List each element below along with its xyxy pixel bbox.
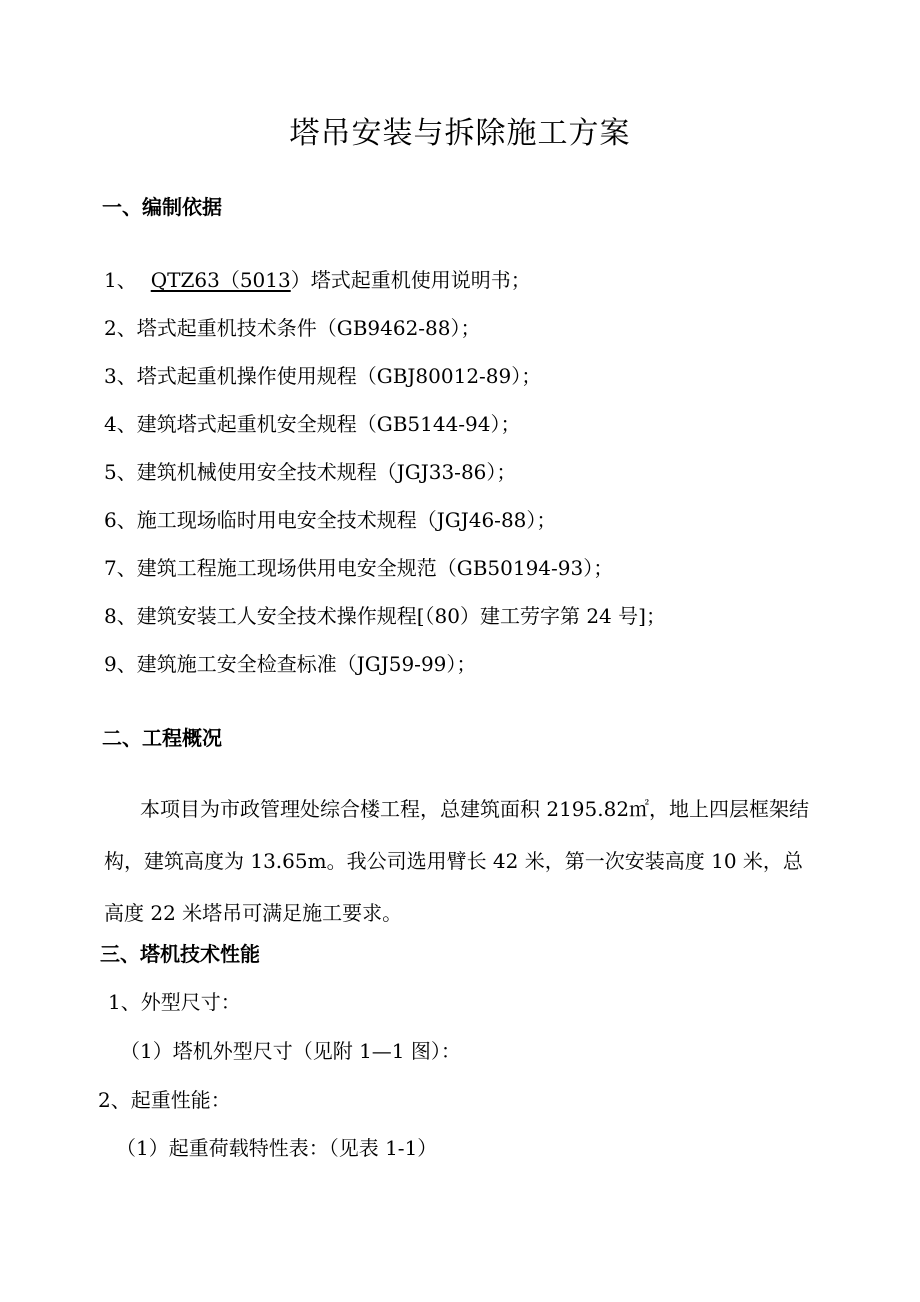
basis-item-1 (104, 265, 531, 295)
basis-item-6: 6、施工现场临时用电安全技术规程（JGJ46-88）； (104, 508, 557, 532)
basis-item-3: 3、塔式起重机操作使用规程（GBJ80012-89）； (104, 364, 542, 388)
document-title: 塔吊安装与拆除施工方案 (289, 116, 631, 151)
section-heading-performance: 三、塔机技术性能 (100, 942, 260, 966)
basis-item-1-text: ）塔式起重机使用说明书； (290, 268, 531, 292)
basis-item-8: 8、建筑安装工人安全技术操作规程[（80）建工劳字第 24 号]； (104, 604, 666, 628)
overview-paragraph: 本项目为市政管理处综合楼工程，总建筑面积 2195.82㎡，地上四层框架结构，建筑高度为 13.65m。我公司选用臂长 42 米，第一次安装高度 10 米，总高度 22 米塔吊可满足施工要求。 (104, 797, 810, 925)
performance-line-4: （1）起重荷载特性表：（见表 1-1） (116, 1136, 438, 1160)
basis-item-4: 4、建筑塔式起重机安全规程（GB5144-94）； (104, 412, 521, 436)
performance-line-2: （1）塔机外型尺寸（见附 1—1 图）： (120, 1039, 461, 1063)
basis-item-2: 2、塔式起重机技术条件（GB9462-88）； (104, 316, 481, 340)
basis-item-1-code: QTZ63（5013 (150, 268, 291, 292)
performance-line-1: 1、外型尺寸： (108, 990, 241, 1014)
basis-item-9: 9、建筑施工安全检查标准（JGJ59-99）； (104, 652, 477, 676)
basis-item-5: 5、建筑机械使用安全技术规程（JGJ33-86）； (104, 460, 517, 484)
performance-line-3: 2、起重性能： (98, 1088, 231, 1112)
basis-item-7: 7、建筑工程施工现场供用电安全规范（GB50194-93）； (104, 556, 614, 580)
basis-item-1-number: 1、 (104, 268, 137, 292)
section-heading-overview: 二、工程概况 (102, 726, 222, 750)
section-heading-basis: 一、编制依据 (102, 195, 222, 219)
